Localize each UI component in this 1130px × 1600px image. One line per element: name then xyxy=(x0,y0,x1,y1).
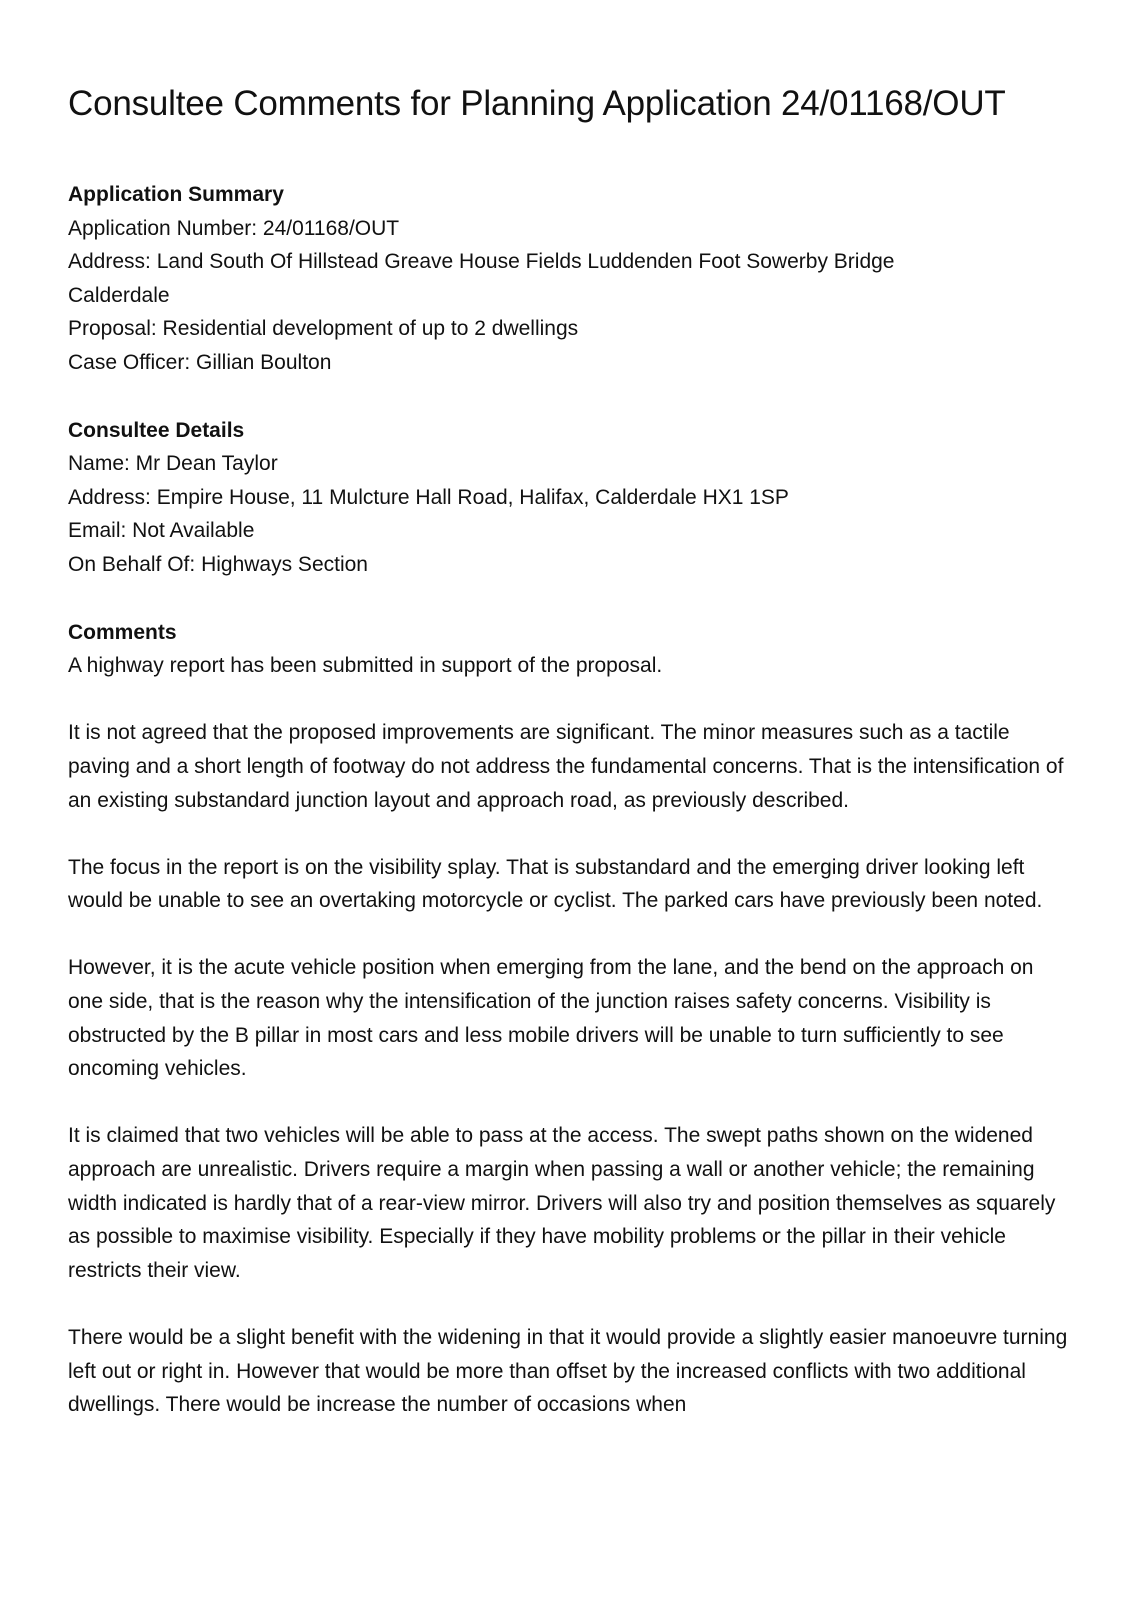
comment-paragraph: It is not agreed that the proposed improvements are significant. The minor measures such as a tactile paving and a short length of footway do not address the fundamental concerns. That is the intensification of an existing substandard junction layout and approach road, as previously described. xyxy=(68,721,1064,812)
comment-paragraph: The focus in the report is on the visibility splay. That is substandard and the emerging driver looking left would be unable to see an overtaking motorcycle or cyclist. The parked cars have previously been noted. xyxy=(68,855,1043,913)
case-officer: Case Officer: Gillian Boulton xyxy=(68,350,332,374)
document-page xyxy=(68,82,1068,1422)
comment-paragraph: However, it is the acute vehicle position when emerging from the lane, and the bend on the approach on one side, that is the reason why the intensification of the junction raises safety concerns. Visibility is obstructed by the B pillar in most cars and less mobile drivers will be unable to turn sufficiently to see oncoming vehicles. xyxy=(68,956,1034,1081)
consultee-details-heading: Consultee Details xyxy=(68,418,245,442)
consultee-address: Address: Empire House, 11 Mulcture Hall Road, Halifax, Calderdale HX1 1SP xyxy=(68,485,789,509)
page-title: Consultee Comments for Planning Application 24/01168/OUT xyxy=(68,84,1006,123)
consultee-email: Email: Not Available xyxy=(68,519,255,543)
comments-heading: Comments xyxy=(68,620,177,644)
consultee-name: Name: Mr Dean Taylor xyxy=(68,452,278,476)
application-number: Application Number: 24/01168/OUT xyxy=(68,216,400,240)
application-address: Address: Land South Of Hillstead Greave House Fields Luddenden Foot Sowerby Bridge Calderdale xyxy=(68,250,895,307)
comment-paragraph: It is claimed that two vehicles will be able to pass at the access. The swept paths shown on the widened approach are unrealistic. Drivers require a margin when passing a wall or another vehicle; the remaining width indicated is hardly that of a rear-view mirror. Drivers will also try and position themselves as squarely as possible to maximise visibility. Especially if they have mobility problems or the pillar in their vehicle restricts their view. xyxy=(68,1124,1056,1282)
application-proposal: Proposal: Residential development of up to 2 dwellings xyxy=(68,317,579,341)
comment-paragraph: A highway report has been submitted in support of the proposal. xyxy=(68,654,663,678)
comments-section xyxy=(68,616,1068,1422)
application-summary-section xyxy=(68,178,1068,380)
application-summary-heading: Application Summary xyxy=(68,183,284,206)
comment-paragraph: There would be a slight benefit with the widening in that it would provide a slightly easier manoeuvre turning left out or right in. However that would be more than offset by the increased conflicts with two additional dwellings. There would be increase the number of occasions when xyxy=(68,1326,1068,1417)
consultee-on-behalf-of: On Behalf Of: Highways Section xyxy=(68,552,368,576)
consultee-details-section xyxy=(68,414,1068,582)
